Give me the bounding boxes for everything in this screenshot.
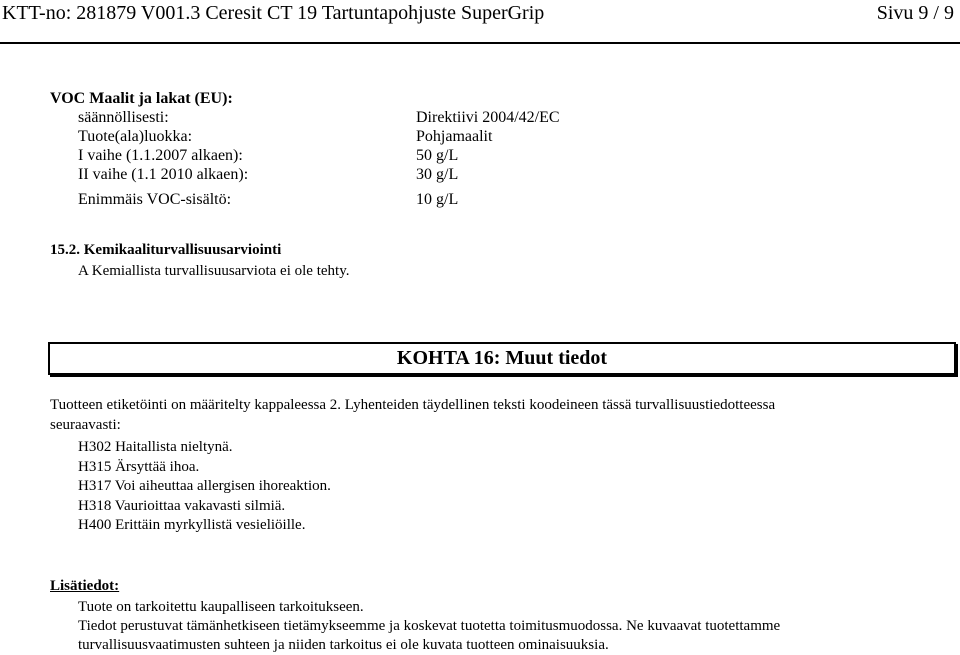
voc-title: VOC Maalit ja lakat (EU): xyxy=(50,90,233,107)
h-statement-h317: H317 Voi aiheuttaa allergisen ihoreaktion. xyxy=(78,478,331,494)
h-statement-h318: H318 Vaurioittaa vakavasti silmiä. xyxy=(78,498,286,514)
voc-value-phase1: 50 g/L xyxy=(416,147,459,164)
lisatiedot-line-3: turvallisuusvaatimusten suhteen ja niiden tarkoitus ei ole kuvata tuotteen ominaisuuksia. xyxy=(78,637,609,653)
document-header-title: KTT-no: 281879 V001.3 Ceresit CT 19 Tartuntapohjuste SuperGrip xyxy=(2,2,545,24)
h-statement-h400: H400 Erittäin myrkyllistä vesieliöille. xyxy=(78,517,306,533)
voc-label-regulation: säännöllisesti: xyxy=(78,109,169,126)
voc-value-regulation: Direktiivi 2004/42/EC xyxy=(416,109,560,126)
section-16-heading-box xyxy=(48,342,956,375)
voc-value-category: Pohjamaalit xyxy=(416,128,493,145)
voc-label-phase1: I vaihe (1.1.2007 alkaen): xyxy=(78,147,243,164)
lisatiedot-label: Lisätiedot: xyxy=(50,578,120,594)
h-statement-h315: H315 Ärsyttää ihoa. xyxy=(78,459,200,475)
lisatiedot-line-1: Tuote on tarkoitettu kaupalliseen tarkoitukseen. xyxy=(78,599,364,615)
section-16-intro-line2: seuraavasti: xyxy=(50,417,121,433)
voc-value-phase2: 30 g/L xyxy=(416,166,459,183)
h-statement-h302: H302 Haitallista nieltynä. xyxy=(78,439,233,455)
section-16-intro-line1: Tuotteen etiketöinti on määritelty kappaleessa 2. Lyhenteiden täydellinen teksti koodeineen tässä turvallisuustiedotteessa xyxy=(50,397,776,413)
header-divider xyxy=(0,42,960,44)
section-16-heading: KOHTA 16: Muut tiedot xyxy=(396,347,608,369)
voc-label-phase2: II vaihe (1.1 2010 alkaen): xyxy=(78,166,249,183)
section-15-2-title: 15.2. Kemikaaliturvallisuusarviointi xyxy=(50,242,282,258)
voc-label-max: Enimmäis VOC-sisältö: xyxy=(78,191,232,208)
section-15-2-text: A Kemiallista turvallisuusarviota ei ole tehty. xyxy=(78,263,350,279)
voc-value-max: 10 g/L xyxy=(416,191,459,208)
voc-label-category: Tuote(ala)luokka: xyxy=(78,128,193,145)
lisatiedot-line-2: Tiedot perustuvat tämänhetkiseen tietämykseemme ja koskevat tuotetta toimitusmuodossa. Ne kuvaavat tuotettamme xyxy=(78,618,781,634)
page-number: Sivu 9 / 9 xyxy=(876,2,954,24)
